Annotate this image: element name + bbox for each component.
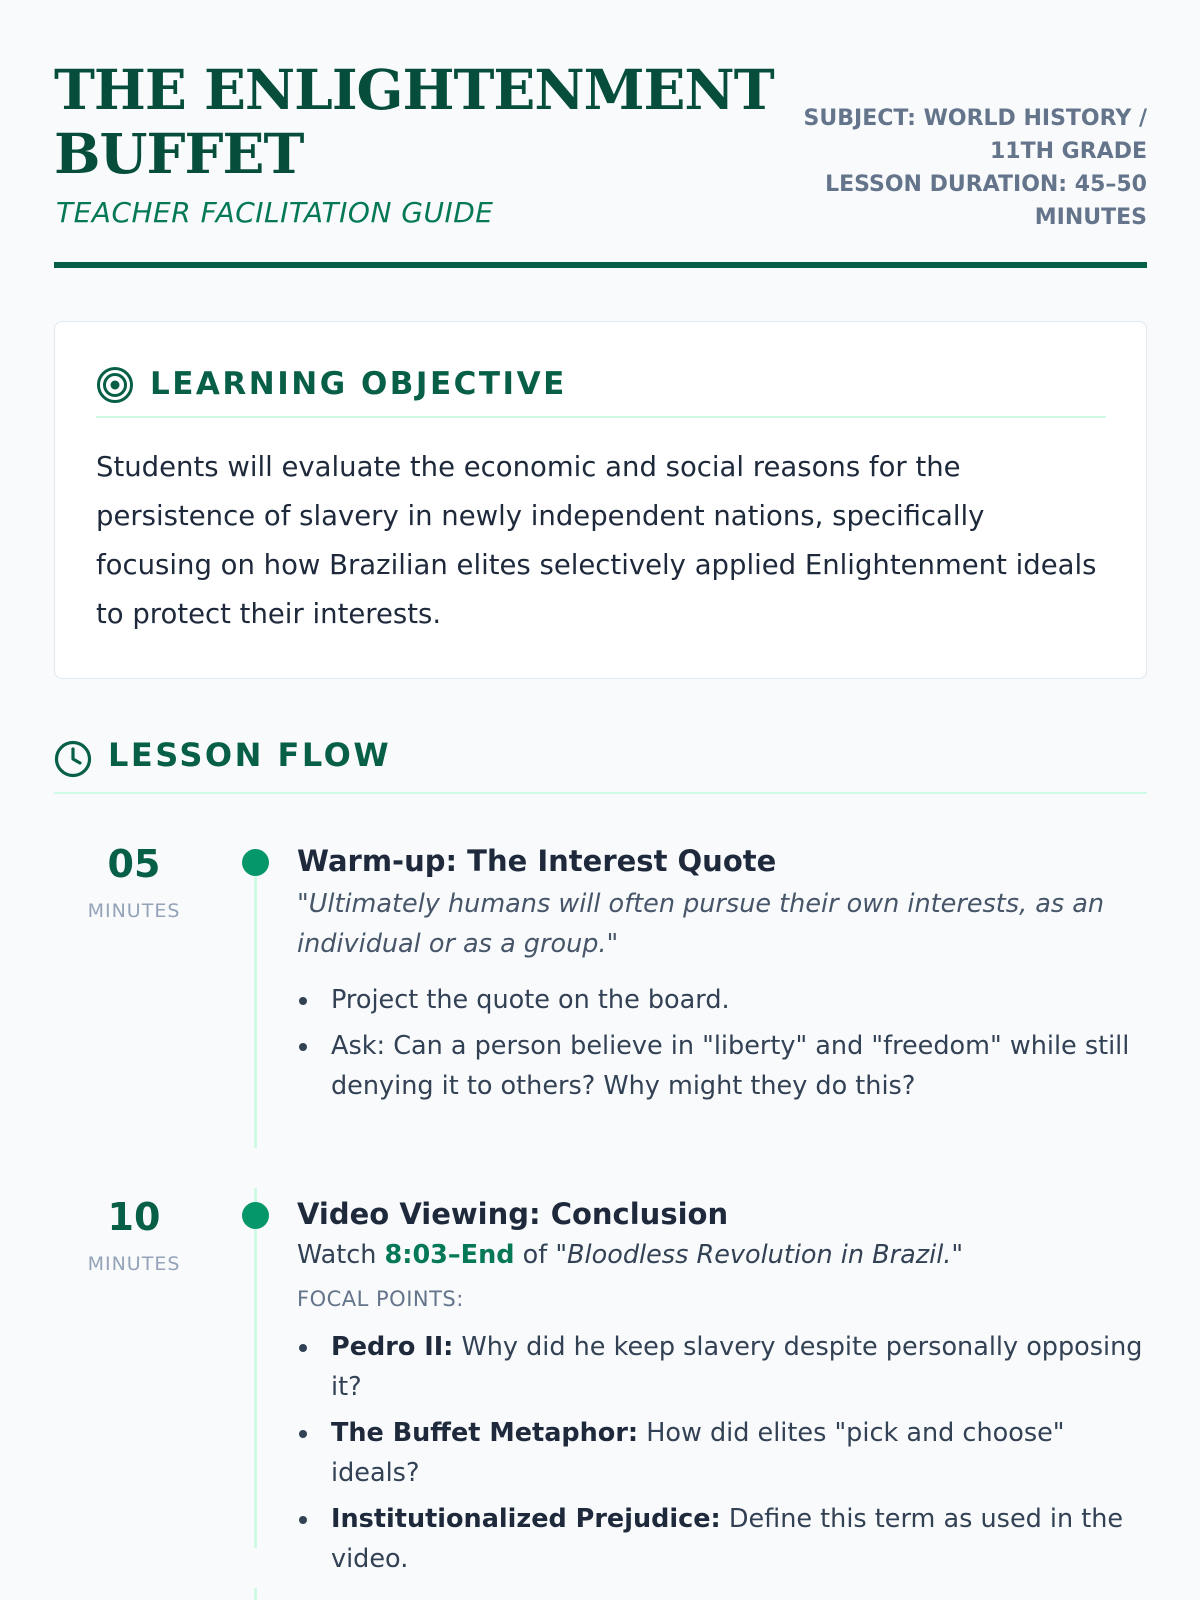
step-bullets (297, 980, 1147, 1106)
lesson-meta (787, 102, 1147, 234)
duration-number: 05 (107, 842, 161, 886)
watch-instruction (297, 1235, 1147, 1275)
page-subtitle: TEACHER FACILITATION GUIDE (56, 196, 494, 229)
meta-line: LESSON DURATION: 45–50 (825, 172, 1147, 197)
list-item (297, 1413, 1147, 1493)
meta-line: SUBJECT: WORLD HISTORY / (803, 106, 1147, 131)
focal-points-label: FOCAL POINTS: (297, 1287, 464, 1311)
step-quote: "Ultimately humans will often pursue their own interests, as an individual or as a group." (297, 889, 1105, 959)
focal-points-list (297, 1327, 1147, 1579)
timeline-line (254, 860, 257, 1148)
video-timestamp: 8:03–End (384, 1240, 515, 1270)
duration-unit: MINUTES (87, 900, 181, 922)
focal-term: The Buffet Metaphor: (331, 1418, 639, 1448)
timeline-dot (242, 1202, 269, 1229)
meta-line: MINUTES (1034, 205, 1147, 230)
page-header (54, 0, 1147, 268)
watch-prefix: Watch (297, 1240, 377, 1270)
learning-objective-card (54, 321, 1147, 679)
timeline-dot (242, 849, 269, 876)
page-title (54, 58, 774, 186)
title-line-1: THE ENLIGHTENMENT (54, 57, 774, 122)
step-duration (54, 842, 214, 922)
objective-text: Students will evaluate the economic and social reasons for the persistence of slavery in newly independent nations, specifically focusing on how Brazilian elites selectively applied Enlightenment ideals to protect their interests. (96, 451, 1097, 630)
lesson-step (297, 842, 1147, 1112)
focal-text: How did elites "pick and choose" ideals? (331, 1418, 1065, 1488)
document (54, 0, 1147, 1574)
list-item (297, 1327, 1147, 1407)
list-item: Ask: Can a person believe in "liberty" and "freedom" while still denying it to others? Why might they do this? (297, 1026, 1147, 1106)
video-title: "Bloodless Revolution in Brazil." (555, 1240, 964, 1270)
duration-number: 10 (107, 1195, 161, 1239)
step-duration (54, 1195, 214, 1275)
meta-line: 11TH GRADE (989, 139, 1147, 164)
target-icon (96, 366, 134, 404)
step-title: Video Viewing: Conclusion (297, 1197, 729, 1231)
timeline-line (254, 1588, 257, 1600)
list-item: Project the quote on the board. (297, 980, 1147, 1020)
focal-term: Pedro II: (331, 1332, 454, 1362)
watch-of: of (522, 1240, 548, 1270)
focal-text: Why did he keep slavery despite personally opposing it? (331, 1332, 1143, 1402)
title-line-2: BUFFET (54, 121, 304, 186)
lesson-flow-header (54, 736, 1147, 794)
objective-header (96, 364, 1106, 418)
timeline-line (254, 1188, 257, 1548)
focal-text: Define this term as used in the video. (331, 1504, 1124, 1574)
step-title: Warm-up: The Interest Quote (297, 844, 777, 878)
focal-term: Institutionalized Prejudice: (331, 1504, 721, 1534)
lesson-flow-heading: LESSON FLOW (108, 736, 392, 774)
objective-heading: LEARNING OBJECTIVE (150, 366, 567, 402)
list-item (297, 1499, 1147, 1579)
duration-unit: MINUTES (87, 1253, 181, 1275)
clock-icon (54, 740, 92, 778)
lesson-step (297, 1195, 1147, 1585)
